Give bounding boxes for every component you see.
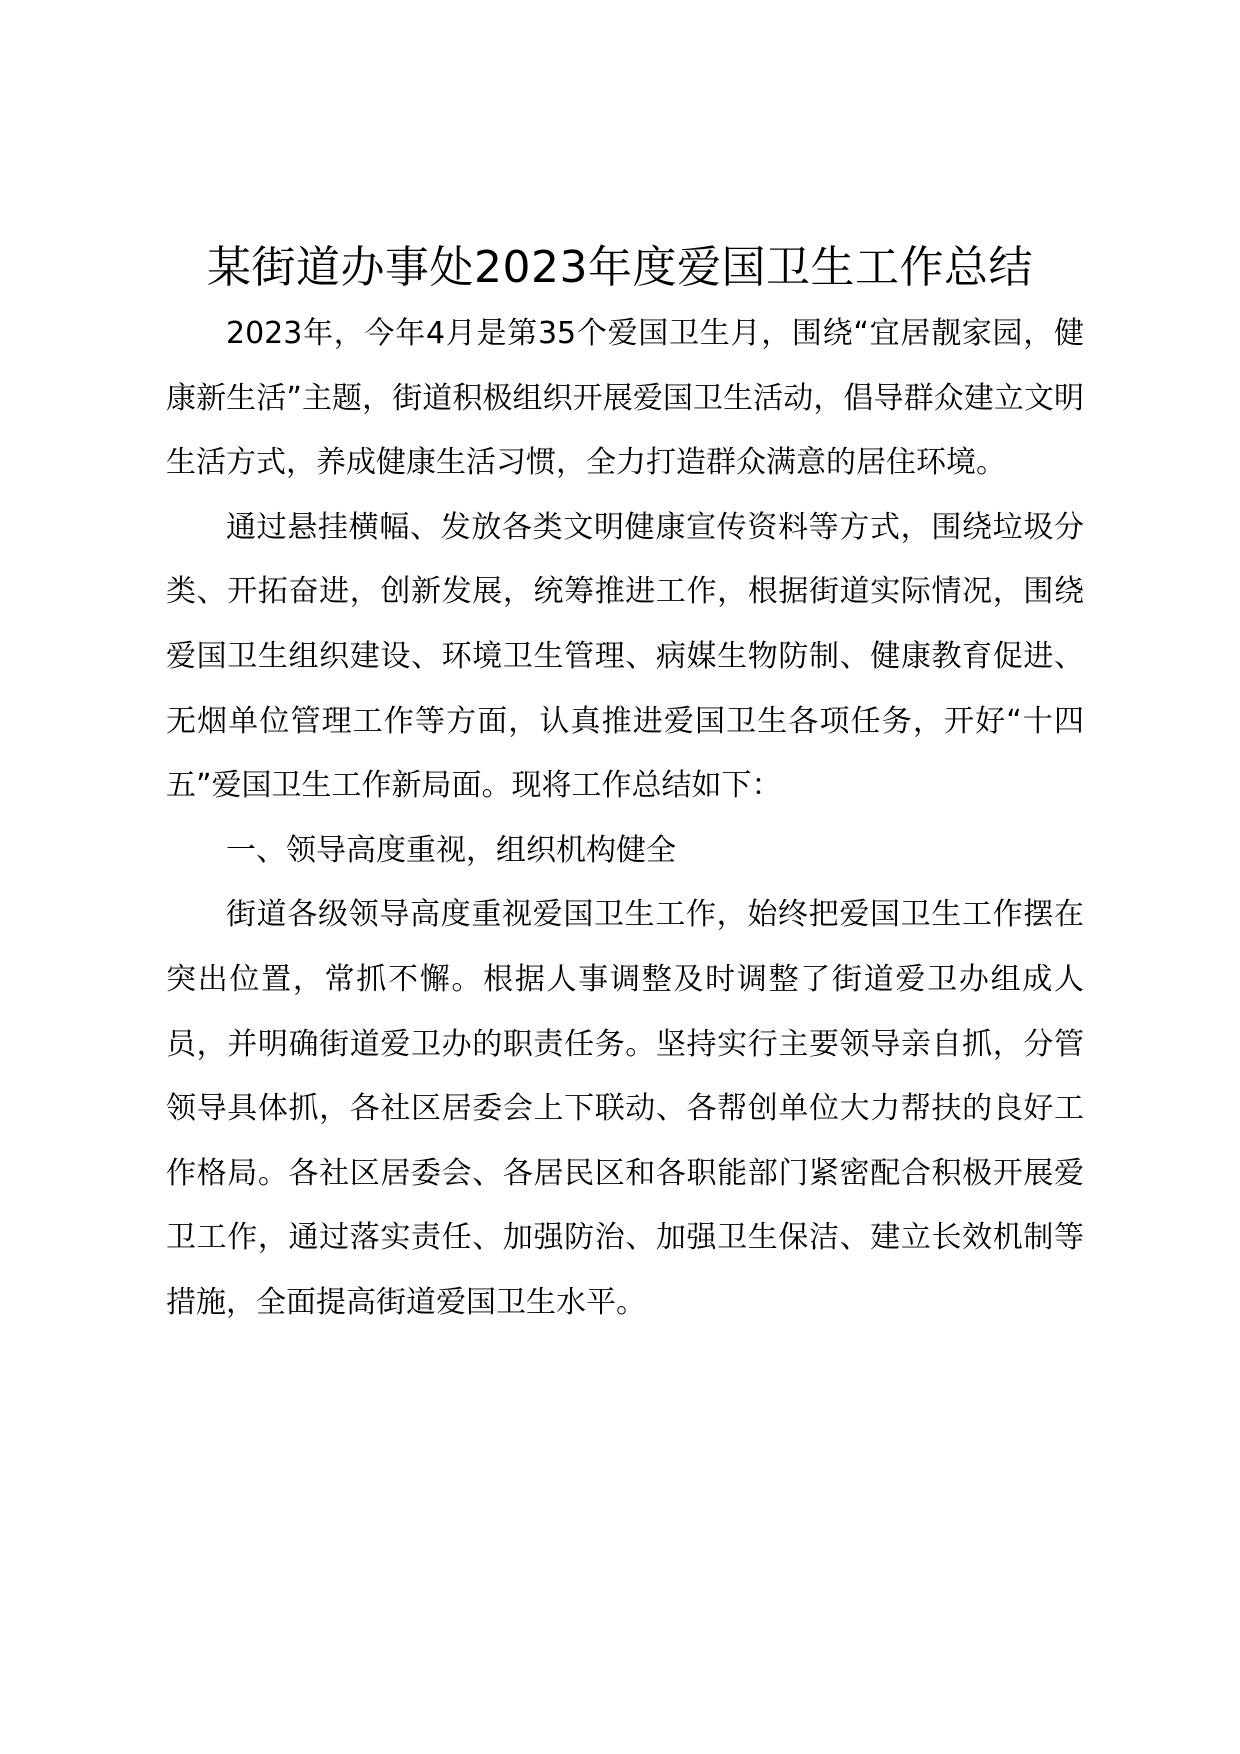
document-body (166, 302, 1084, 1336)
document-title: 某街道办事处2023年度爱国卫生工作总结 (207, 242, 1033, 293)
section-heading: 一、领导高度重视，组织机构健全 (226, 832, 676, 868)
overview-paragraph: 通过悬挂横幅、发放各类文明健康宣传资料等方式，围绕垃圾分类、开拓奋进，创新发展，统筹推进工作，根据街道实际情况，围绕爱国卫生组织建设、环境卫生管理、病媒生物防制、健康教育促进、无烟单位管理工作等方面，认真推进爱国卫生各项任务，开好“十四五”爱国卫生工作新局面。现将工作总结如下： (166, 509, 1084, 804)
intro-paragraph: 2023年，今年4月是第35个爱国卫生月，围绕“宜居靓家园，健康新生活”主题，街道积极组织开展爱国卫生活动，倡导群众建立文明生活方式，养成健康生活习惯，全力打造群众满意的居住环境。 (166, 316, 1084, 481)
section-paragraph: 街道各级领导高度重视爱国卫生工作，始终把爱国卫生工作摆在突出位置，常抓不懈。根据人事调整及时调整了街道爱卫办组成人员，并明确街道爱卫办的职责任务。坚持实行主要领导亲自抓，分管领导具体抓，各社区居委会上下联动、各帮创单位大力帮扶的良好工作格局。各社区居委会、各居民区和各职能部门紧密配合积极开展爱卫工作，通过落实责任、加强防治、加强卫生保洁、建立长效机制等措施，全面提高街道爱国卫生水平。 (166, 897, 1084, 1320)
